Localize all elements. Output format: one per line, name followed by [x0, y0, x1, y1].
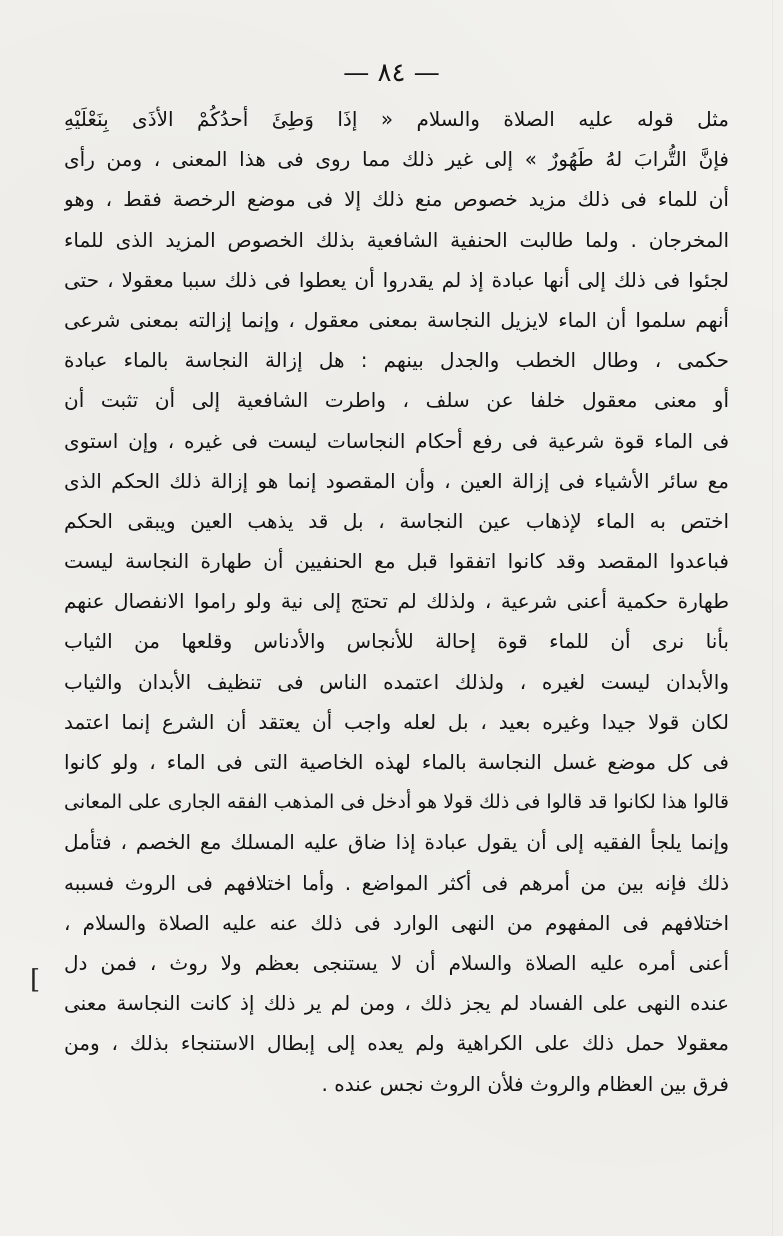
text-line-last: فرق بين العظام والروث فلأن الروث نجس عنده . [321, 1071, 729, 1096]
text-line: فى الماء قوة شرعية فى رفع أحكام النجاسات ليست فى غيره ، وإن استوى [64, 428, 729, 453]
text-line: أنهم سلموا أن الماء لايزيل النجاسة بمعنى معقول ، وإنما إزالته بمعنى شرعى [64, 307, 729, 332]
text-line: مع سائر الأشياء فى إزالة العين ، وأن المقصود إنما هو إزالة ذلك الحكم الذى [64, 468, 729, 493]
text-line: أعنى أمره عليه الصلاة والسلام أن لا يستنجى بعظم ولا روث ، فمن دل [64, 950, 729, 975]
text-line: أو معنى معقول خلفا عن سلف ، واطرت الشافعية إلى أن تثبت أن [64, 388, 729, 413]
text-line: حكمى ، وطال الخطب والجدل بينهم : هل إزالة النجاسة بالماء عبادة [64, 348, 729, 373]
text-line: وإنما يلجأ الفقيه إلى أن يقول عبادة إذا ضاق عليه المسلك مع الخصم ، فتأمل [64, 830, 729, 855]
text-line: لكان قولا جيدا وغيره بعيد ، بل لعله واجب أن يعتقد أن الشرع إنما اعتمد [64, 709, 729, 734]
text-line: طهارة حكمية أعنى شرعية ، ولذلك لم تحتج إلى نية ولو راموا الانفصال عنهم [64, 589, 729, 614]
text-line: معقولا حمل ذلك على الكراهية ولم يعده إلى إبطال الاستنجاء بذلك ، ومن [64, 1031, 729, 1056]
text-line: بأنا نرى أن للماء قوة إحالة للأنجاس والأدناس وقلعها من الثياب [64, 629, 729, 654]
text-line: اختلافهم فى المفهوم من النهى الوارد فى ذلك عنه عليه الصلاة والسلام ، [64, 910, 729, 935]
margin-bracket: [ [30, 965, 41, 995]
text-line: قالوا هذا لكانوا قد قالوا فى ذلك قولا هو أدخل فى المذهب الفقه الجارى على المعانى [64, 791, 729, 814]
text-line: ذلك فإنه بين من أمرهم فى أكثر المواضع . وأما اختلافهم فى الروث فسببه [64, 870, 729, 895]
margin-rule [772, 0, 773, 1236]
text-line: فى كل موضع غسل النجاسة بالماء لهذه الخاصية التى فى الماء ، ولو كانوا [64, 750, 729, 774]
text-line: مثل قوله عليه الصلاة والسلام « إذَا وَطِئَ أحدُكُمْ الأذَى بِنَعْلَيْهِ [64, 107, 729, 131]
body-text [64, 99, 729, 1104]
text-line: فإنَّ التُّرابَ لهُ طَهُورٌ » إلى غير ذلك مما روى فى هذا المعنى ، ومن رأى [64, 147, 729, 172]
text-line: فباعدوا المقصد وقد كانوا اتفقوا قبل مع الحنفيين أن طهارة النجاسة ليست [64, 549, 729, 574]
text-line: أن للماء فى ذلك مزيد خصوص منع ذلك إلا فى موضع الرخصة فقط ، وهو [64, 187, 729, 212]
text-line: عنده النهى على الفساد لم يجز ذلك ، ومن لم ير ذلك إذ كانت النجاسة معنى [64, 991, 729, 1016]
page-number: — ٨٤ — [343, 58, 440, 88]
text-line: والأبدان ليست لغيره ، ولذلك اعتمده الناس فى تنظيف الأبدان والثياب [64, 669, 729, 694]
text-line: لجئوا فى ذلك إلى أنها عبادة إذ لم يقدروا أن يعطوا فى ذلك سببا معقولا ، حتى [64, 267, 729, 292]
text-line: المخرجان . ولما طالبت الحنفية الشافعية بذلك الخصوص المزيد الذى للماء [64, 227, 729, 252]
text-line: اختص به الماء لإذهاب عين النجاسة ، بل قد يذهب العين ويبقى الحكم [64, 508, 729, 533]
